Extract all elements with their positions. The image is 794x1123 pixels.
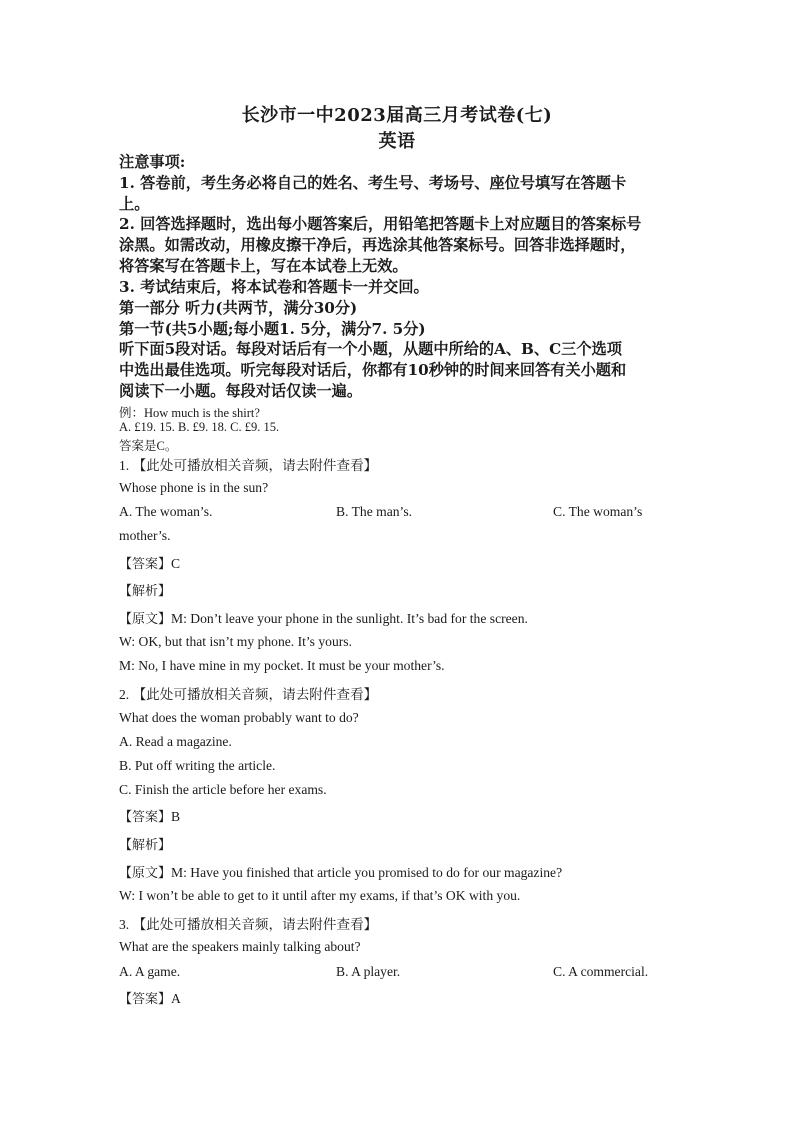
subject-title: 英语 xyxy=(378,131,416,152)
q2-audio-note: 2. 【此处可播放相关音频，请去附件查看】 xyxy=(119,687,378,702)
notice-item-2-line-2: 涂黑。如需改动，用橡皮擦干净后，再选涂其他答案标号。回答非选择题时， xyxy=(119,236,636,254)
analysis-tag: 【解析】 xyxy=(119,584,172,599)
answer-value: A xyxy=(171,991,181,1006)
q1-answer xyxy=(119,553,180,572)
example-options: A. £19. 15. B. £9. 18. C. £9. 15. xyxy=(119,420,280,434)
q1-option-b: B. The man’s. xyxy=(336,504,413,519)
exam-title: 长沙市一中2023届高三月考试卷(七) xyxy=(241,105,553,126)
q1-audio-note: 1. 【此处可播放相关音频，请去附件查看】 xyxy=(119,458,378,473)
notice-item-2-line-1: 2. 回答选择题时，选出每小题答案后，用铅笔把答题卡上对应题目的答案标号 xyxy=(119,215,642,233)
notice-heading: 注意事项: xyxy=(119,153,186,171)
source-tag: 【原文】 xyxy=(119,866,172,881)
q3-audio-note: 3. 【此处可播放相关音频，请去附件查看】 xyxy=(119,917,378,932)
instructions-line-3: 阅读下一小题。每段对话仅读一遍。 xyxy=(119,382,362,400)
q2-option-a: A. Read a magazine. xyxy=(119,734,232,749)
q3-option-b: B. A player. xyxy=(336,964,401,979)
analysis-tag: 【解析】 xyxy=(119,838,172,853)
instructions-line-1: 听下面5段对话。每段对话后有一个小题，从题中所给的A、B、C三个选项 xyxy=(119,340,622,358)
example-answer: 答案是C。 xyxy=(119,439,178,453)
q1-transcript-1: 【原文】M: Don’t leave your phone in the sunlight. It’s bad for the screen. xyxy=(119,611,528,627)
answer-value: B xyxy=(171,809,181,824)
q3-question: What are the speakers mainly talking about? xyxy=(119,939,361,954)
answer-tag: 【答案】 xyxy=(119,557,172,572)
q3-option-a: A. A game. xyxy=(119,964,181,979)
q2-question: What does the woman probably want to do? xyxy=(119,710,359,725)
q1-option-c: C. The woman’s xyxy=(553,504,643,519)
part-1-title: 第一部分 听力(共两节，满分30分) xyxy=(119,299,358,317)
q1-option-c-continued: mother’s. xyxy=(119,528,171,543)
notice-item-1-line-1: 1. 答卷前，考生务必将自己的姓名、考生号、考场号、座位号填写在答题卡 xyxy=(119,174,627,192)
q2-answer xyxy=(119,806,180,825)
q1-analysis xyxy=(119,580,171,599)
q3-answer xyxy=(119,988,181,1007)
section-1-title: 第一节(共5小题;每小题1. 5分，满分7. 5分) xyxy=(119,320,426,338)
q1-transcript-3: M: No, I have mine in my pocket. It must be your mother’s. xyxy=(119,658,445,673)
answer-tag: 【答案】 xyxy=(119,810,172,825)
answer-value: C xyxy=(171,556,181,571)
source-tag: 【原文】 xyxy=(119,612,172,627)
example-question: 例：How much is the shirt? xyxy=(119,406,260,420)
notice-item-1-line-2: 上。 xyxy=(119,195,150,213)
q2-analysis xyxy=(119,834,171,853)
notice-item-3: 3. 考试结束后，将本试卷和答题卡一并交回。 xyxy=(119,278,429,296)
q1-transcript-2: W: OK, but that isn’t my phone. It’s yours. xyxy=(119,634,352,649)
answer-tag: 【答案】 xyxy=(119,992,172,1007)
notice-item-2-line-3: 将答案写在答题卡上，写在本试卷上无效。 xyxy=(119,257,408,275)
q1-question: Whose phone is in the sun? xyxy=(119,480,269,495)
instructions-line-2: 中选出最佳选项。听完每段对话后，你都有10秒钟的时间来回答有关小题和 xyxy=(119,361,627,379)
q2-option-c: C. Finish the article before her exams. xyxy=(119,782,327,797)
q3-option-c: C. A commercial. xyxy=(553,964,649,979)
q2-option-b: B. Put off writing the article. xyxy=(119,758,276,773)
q2-transcript-1: 【原文】M: Have you finished that article you promised to do for our magazine? xyxy=(119,865,563,881)
q1-option-a: A. The woman’s. xyxy=(119,504,213,519)
q2-transcript-2: W: I won’t be able to get to it until after my exams, if that’s OK with you. xyxy=(119,888,521,903)
